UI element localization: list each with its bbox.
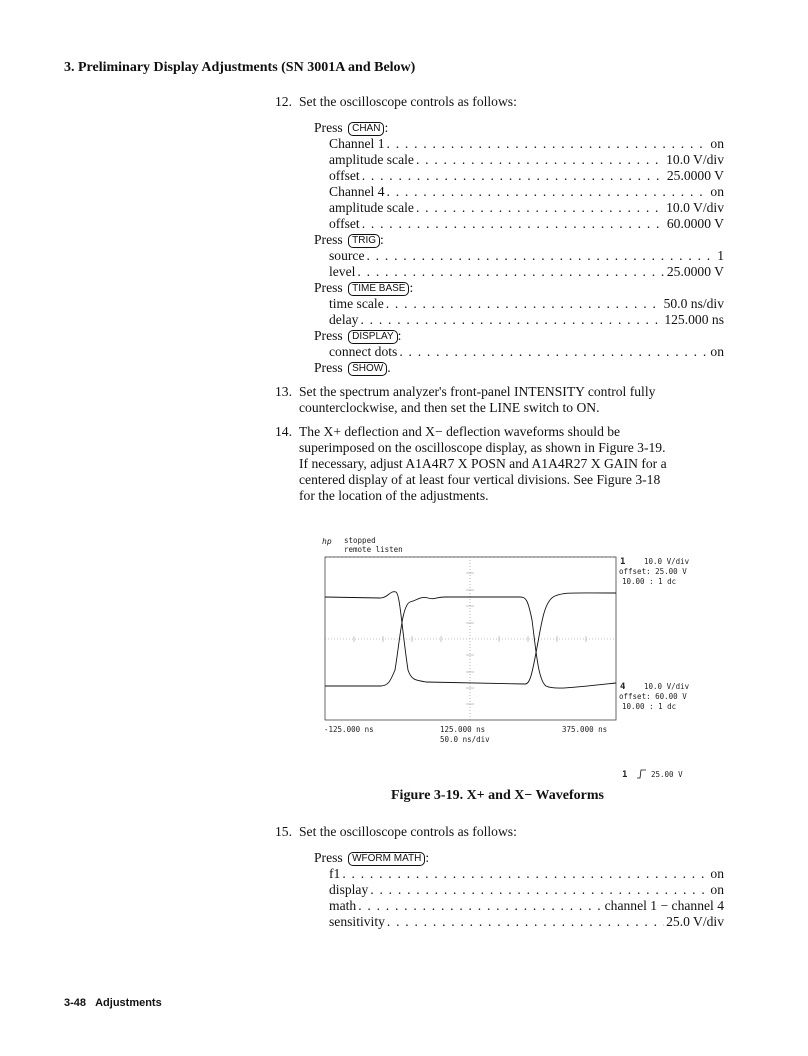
wform-math-setting-row: [329, 882, 724, 898]
setting-value: on: [710, 344, 724, 359]
time-center-label: 125.000 ns: [440, 725, 486, 734]
chan-setting-row: [329, 200, 724, 216]
press-label: Press: [314, 328, 343, 343]
trigger-level: 25.00 V: [651, 770, 683, 779]
show-suffix: .: [387, 360, 391, 375]
time-scale-label: 50.0 ns/div: [440, 735, 490, 744]
step-14: [275, 424, 292, 440]
section-title: 3. Preliminary Display Adjustments (SN 3001A and Below): [64, 60, 416, 75]
hp-logo: hp: [322, 537, 332, 546]
dot-leader: [386, 296, 662, 312]
step-number: 13.: [275, 384, 292, 399]
dot-leader: [362, 216, 665, 232]
step-14-text: [299, 424, 667, 504]
time-left-label: -125.000 ns: [324, 725, 374, 734]
wform-math-key: WFORM MATH: [348, 852, 425, 866]
channel-4-number: 4: [620, 682, 626, 692]
dot-leader: [360, 312, 662, 328]
page-number: 3-48: [64, 997, 87, 1009]
trigger-channel: 1: [622, 770, 628, 780]
channel-4-waveform: [325, 597, 616, 688]
dot-leader: [370, 882, 708, 898]
dot-leader: [416, 200, 664, 216]
channel-1-scale: 10.0 V/div: [644, 557, 690, 566]
setting-label: level: [329, 264, 356, 279]
setting-value: 50.0 ns/div: [663, 296, 724, 311]
oscilloscope-display-figure: [310, 530, 730, 790]
dot-leader: [387, 184, 709, 200]
press-label: Press: [314, 232, 343, 247]
press-trig-line: Press TRIG :: [314, 232, 384, 247]
wform-math-setting-row: [329, 914, 724, 930]
setting-value: 10.0 V/div: [666, 200, 724, 215]
figure-caption: Figure 3-19. X+ and X− Waveforms: [391, 788, 604, 803]
step-14-line-3: If necessary, adjust A1A4R7 X POSN and A1A4R27 X GAIN for a: [299, 456, 667, 471]
setting-value: 25.0000 V: [666, 168, 724, 183]
setting-value: 25.0 V/div: [666, 914, 724, 929]
status-remote-listen: remote listen: [344, 545, 403, 554]
setting-label: connect dots: [329, 344, 398, 359]
setting-label: Channel 1: [329, 136, 385, 151]
setting-label: offset: [329, 168, 360, 183]
step-number: 15.: [275, 824, 292, 839]
channel-4-info: 10.00 : 1 dc: [622, 702, 677, 711]
dot-leader: [357, 264, 664, 280]
setting-label: Channel 4: [329, 184, 385, 199]
step-13: [275, 384, 292, 400]
setting-label: source: [329, 248, 365, 263]
press-display-line: Press DISPLAY :: [314, 328, 402, 343]
setting-value: 60.0000 V: [666, 216, 724, 231]
dot-leader: [358, 898, 602, 914]
setting-label: amplitude scale: [329, 152, 414, 167]
footer-title: Adjustments: [95, 997, 162, 1009]
dot-leader: [342, 866, 708, 882]
setting-value: on: [710, 136, 724, 151]
setting-value: 1: [717, 248, 724, 263]
chan-setting-row: [329, 136, 724, 152]
dot-leader: [387, 136, 709, 152]
press-wform-math-line: Press WFORM MATH :: [314, 850, 430, 865]
press-label: Press: [314, 850, 343, 865]
step-12: [275, 94, 517, 110]
step-text: Set the oscilloscope controls as follows:: [299, 94, 517, 109]
step-13-line-2: counterclockwise, and then set the LINE switch to ON.: [299, 400, 600, 415]
press-label: Press: [314, 120, 343, 135]
chan-setting-row: [329, 216, 724, 232]
wform-math-setting-row: [329, 898, 724, 914]
channel-1-number: 1: [620, 557, 626, 567]
step-14-line-4: centered display of at least four vertical divisions. See Figure 3-18: [299, 472, 661, 487]
press-show-line: [314, 360, 391, 376]
trig-key: TRIG: [348, 234, 380, 248]
setting-value: on: [710, 866, 724, 881]
setting-value: channel 1 − channel 4: [604, 898, 724, 913]
setting-label: sensitivity: [329, 914, 385, 929]
press-label: Press: [314, 280, 343, 295]
setting-value: on: [710, 184, 724, 199]
dot-leader: [399, 344, 708, 360]
trig-setting-row: [329, 264, 724, 280]
channel-1-waveform: [325, 592, 616, 684]
display-setting-row: [329, 344, 724, 360]
channel-1-offset: offset: 25.00 V: [619, 567, 687, 576]
dot-leader: [416, 152, 664, 168]
setting-label: offset: [329, 216, 360, 231]
dot-leader: [387, 914, 664, 930]
show-key: SHOW: [348, 362, 387, 376]
step-number: 12.: [275, 94, 292, 109]
step-14-line-1: The X+ deflection and X− deflection waveforms should be: [299, 424, 621, 439]
chan-key: CHAN: [348, 122, 384, 136]
setting-value: 10.0 V/div: [666, 152, 724, 167]
chan-setting-row: [329, 184, 724, 200]
step-13-line-1: Set the spectrum analyzer's front-panel INTENSITY control fully: [299, 384, 656, 399]
status-stopped: stopped: [344, 536, 376, 545]
step-text: Set the oscilloscope controls as follows:: [299, 824, 517, 839]
dot-leader: [366, 248, 715, 264]
press-timebase-line: Press TIME BASE :: [314, 280, 414, 295]
chan-setting-row: [329, 168, 724, 184]
trig-setting-row: [329, 248, 724, 264]
setting-value: on: [710, 882, 724, 897]
display-key: DISPLAY: [348, 330, 398, 344]
time-right-label: 375.000 ns: [562, 725, 608, 734]
timebase-setting-row: [329, 312, 724, 328]
wform-math-setting-row: [329, 866, 724, 882]
dot-leader: [362, 168, 665, 184]
timebase-setting-row: [329, 296, 724, 312]
channel-4-scale: 10.0 V/div: [644, 682, 690, 691]
press-chan-line: Press CHAN :: [314, 120, 389, 135]
setting-label: f1: [329, 866, 341, 881]
setting-value: 25.0000 V: [666, 264, 724, 279]
time-base-key: TIME BASE: [348, 282, 409, 296]
graticule-frame: [325, 557, 616, 720]
press-label: Press: [314, 360, 343, 375]
chan-setting-row: [329, 152, 724, 168]
rising-edge-icon: [637, 770, 646, 778]
step-15: [275, 824, 517, 840]
setting-label: amplitude scale: [329, 200, 414, 215]
setting-label: delay: [329, 312, 359, 327]
setting-label: math: [329, 898, 357, 913]
channel-1-info: 10.00 : 1 dc: [622, 577, 677, 586]
page-footer: [64, 997, 162, 1009]
setting-label: display: [329, 882, 369, 897]
step-14-line-2: superimposed on the oscilloscope display, as shown in Figure 3-19.: [299, 440, 666, 455]
step-13-text: [299, 384, 655, 416]
setting-label: time scale: [329, 296, 384, 311]
setting-value: 125.000 ns: [664, 312, 724, 327]
step-number: 14.: [275, 424, 292, 439]
step-14-line-5: for the location of the adjustments.: [299, 488, 489, 503]
channel-4-offset: offset: 60.00 V: [619, 692, 687, 701]
